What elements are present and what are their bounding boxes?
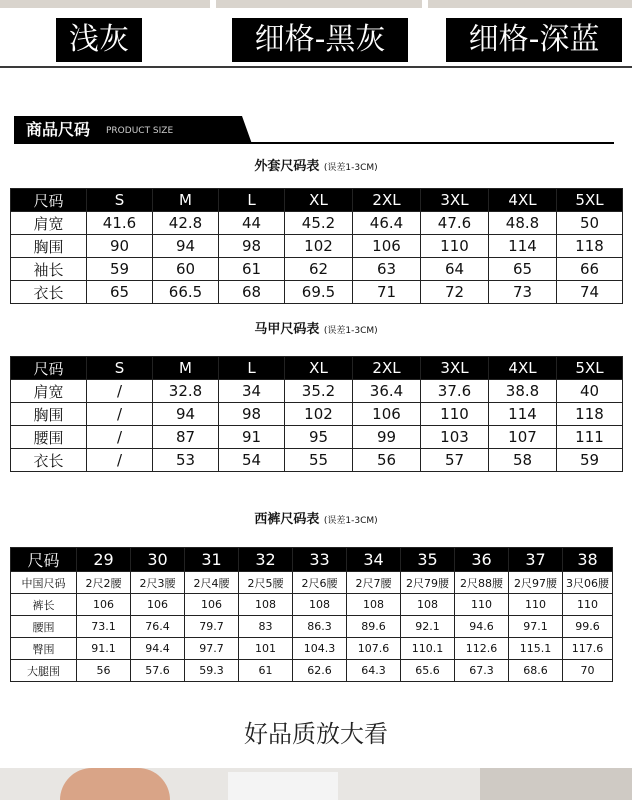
vest-cell: 118	[557, 403, 623, 426]
jacket-header-cell: L	[219, 189, 285, 212]
pants-cell: 2尺79腰	[401, 572, 455, 594]
pants-header-cell: 29	[77, 548, 131, 572]
vest-header-cell: M	[153, 357, 219, 380]
jacket-cell: 48.8	[489, 212, 557, 235]
pants-cell: 67.3	[455, 660, 509, 682]
pants-cell: 2尺2腰	[77, 572, 131, 594]
vest-row-label: 衣长	[11, 449, 87, 472]
caption: 好品质放大看	[244, 720, 388, 748]
pants-cell: 106	[131, 594, 185, 616]
jacket-cell: 41.6	[87, 212, 153, 235]
jacket-header-cell: S	[87, 189, 153, 212]
jacket-cell: 66	[557, 258, 623, 281]
table-row	[11, 638, 613, 660]
jacket-cell: 60	[153, 258, 219, 281]
vest-cell: 58	[489, 449, 557, 472]
pants-cell: 106	[185, 594, 239, 616]
jacket-header-cell: XL	[285, 189, 353, 212]
vest-cell: /	[87, 380, 153, 403]
vest-cell: 40	[557, 380, 623, 403]
pants-row-label: 腰围	[11, 616, 77, 638]
pants-header-cell: 31	[185, 548, 239, 572]
vest-cell: 91	[219, 426, 285, 449]
pants-cell: 70	[563, 660, 613, 682]
pants-cell: 3尺06腰	[563, 572, 613, 594]
photo-strip-2	[216, 0, 422, 8]
pants-header-cell: 尺码	[11, 548, 77, 572]
jacket-cell: 68	[219, 281, 285, 304]
table-row	[11, 281, 623, 304]
jacket-cell: 46.4	[353, 212, 421, 235]
jacket-cell: 66.5	[153, 281, 219, 304]
pants-row-label: 大腿围	[11, 660, 77, 682]
vest-cell: 87	[153, 426, 219, 449]
jacket-cell: 72	[421, 281, 489, 304]
jacket-header-cell: M	[153, 189, 219, 212]
jacket-header-cell: 4XL	[489, 189, 557, 212]
jacket-cell: 61	[219, 258, 285, 281]
pants-cell: 61	[239, 660, 293, 682]
pants-cell: 73.1	[77, 616, 131, 638]
pants-cell: 89.6	[347, 616, 401, 638]
vest-row-label: 腰围	[11, 426, 87, 449]
jacket-title-note: (误差1-3CM)	[323, 163, 378, 173]
jacket-title-text: 外套尺码表	[254, 159, 320, 174]
vest-size-table	[10, 356, 623, 472]
jacket-cell: 59	[87, 258, 153, 281]
jacket-header-cell: 尺码	[11, 189, 87, 212]
jacket-cell: 73	[489, 281, 557, 304]
jacket-cell: 102	[285, 235, 353, 258]
section-subtitle: PRODUCT SIZE	[106, 126, 174, 136]
pants-cell: 79.7	[185, 616, 239, 638]
vest-row-label: 肩宽	[11, 380, 87, 403]
vest-cell: 56	[353, 449, 421, 472]
jacket-cell: 47.6	[421, 212, 489, 235]
vest-header-cell: XL	[285, 357, 353, 380]
jacket-cell: 106	[353, 235, 421, 258]
vest-header-cell: 3XL	[421, 357, 489, 380]
pants-cell: 99.6	[563, 616, 613, 638]
jacket-cell: 69.5	[285, 281, 353, 304]
jacket-cell: 110	[421, 235, 489, 258]
vest-header-cell: 尺码	[11, 357, 87, 380]
pants-cell: 2尺3腰	[131, 572, 185, 594]
jacket-cell: 90	[87, 235, 153, 258]
table-row	[11, 449, 623, 472]
vest-header-cell: 2XL	[353, 357, 421, 380]
vest-cell: 111	[557, 426, 623, 449]
pants-header-cell: 35	[401, 548, 455, 572]
pants-cell: 97.1	[509, 616, 563, 638]
pants-cell: 86.3	[293, 616, 347, 638]
pants-header-cell: 36	[455, 548, 509, 572]
pants-title-text: 西裤尺码表	[254, 512, 320, 527]
pants-cell: 56	[77, 660, 131, 682]
vest-header-cell: S	[87, 357, 153, 380]
vest-header-cell: 4XL	[489, 357, 557, 380]
jacket-cell: 74	[557, 281, 623, 304]
pants-cell: 57.6	[131, 660, 185, 682]
pants-cell: 117.6	[563, 638, 613, 660]
pants-cell: 110.1	[401, 638, 455, 660]
vest-cell: 98	[219, 403, 285, 426]
jacket-cell: 118	[557, 235, 623, 258]
pants-cell: 92.1	[401, 616, 455, 638]
pants-cell: 2尺5腰	[239, 572, 293, 594]
jacket-header-cell: 5XL	[557, 189, 623, 212]
pants-header-cell: 37	[509, 548, 563, 572]
pants-cell: 112.6	[455, 638, 509, 660]
vest-cell: 57	[421, 449, 489, 472]
pants-header-cell: 38	[563, 548, 613, 572]
pants-cell: 59.3	[185, 660, 239, 682]
pants-cell: 104.3	[293, 638, 347, 660]
jacket-row-label: 胸围	[11, 235, 87, 258]
pants-title-note: (误差1-3CM)	[323, 516, 378, 526]
pants-cell: 97.7	[185, 638, 239, 660]
vest-cell: 32.8	[153, 380, 219, 403]
section-header	[14, 116, 614, 144]
jacket-cell: 94	[153, 235, 219, 258]
vest-header-cell: L	[219, 357, 285, 380]
pants-cell: 106	[77, 594, 131, 616]
photo-strip-3	[428, 0, 632, 8]
vest-cell: 37.6	[421, 380, 489, 403]
vest-header-row	[11, 357, 623, 380]
pants-header-cell: 34	[347, 548, 401, 572]
pants-row-label: 臀围	[11, 638, 77, 660]
jacket-row-label: 肩宽	[11, 212, 87, 235]
jacket-header-cell: 3XL	[421, 189, 489, 212]
table-row	[11, 616, 613, 638]
jacket-header-row	[11, 189, 623, 212]
pants-cell: 110	[509, 594, 563, 616]
pants-cell: 94.6	[455, 616, 509, 638]
pants-cell: 110	[455, 594, 509, 616]
pants-header-row	[11, 548, 613, 572]
photo-strip-1	[0, 0, 210, 8]
jacket-cell: 44	[219, 212, 285, 235]
pants-cell: 110	[563, 594, 613, 616]
photo-background	[480, 768, 632, 800]
table-row	[11, 403, 623, 426]
vest-table-title	[0, 318, 632, 337]
jacket-size-table	[10, 188, 623, 304]
vest-cell: /	[87, 426, 153, 449]
vest-cell: 95	[285, 426, 353, 449]
jacket-cell: 65	[87, 281, 153, 304]
pants-cell: 107.6	[347, 638, 401, 660]
vest-cell: 102	[285, 403, 353, 426]
vest-cell: 54	[219, 449, 285, 472]
pants-cell: 94.4	[131, 638, 185, 660]
jacket-header-cell: 2XL	[353, 189, 421, 212]
vest-header-cell: 5XL	[557, 357, 623, 380]
vest-cell: 114	[489, 403, 557, 426]
jacket-cell: 45.2	[285, 212, 353, 235]
jacket-cell: 98	[219, 235, 285, 258]
top-product-photos	[0, 0, 632, 8]
pants-cell: 64.3	[347, 660, 401, 682]
pants-row-label: 中国尺码	[11, 572, 77, 594]
divider	[0, 66, 632, 68]
pants-cell: 2尺4腰	[185, 572, 239, 594]
table-row	[11, 212, 623, 235]
jacket-cell: 71	[353, 281, 421, 304]
pants-cell: 68.6	[509, 660, 563, 682]
jacket-table-title	[0, 155, 632, 174]
pants-cell: 65.6	[401, 660, 455, 682]
table-row	[11, 572, 613, 594]
vest-cell: 106	[353, 403, 421, 426]
pants-header-cell: 33	[293, 548, 347, 572]
pants-cell: 62.6	[293, 660, 347, 682]
table-row	[11, 258, 623, 281]
vest-cell: 59	[557, 449, 623, 472]
vest-cell: 94	[153, 403, 219, 426]
pants-header-cell: 30	[131, 548, 185, 572]
pants-cell: 76.4	[131, 616, 185, 638]
pants-cell: 83	[239, 616, 293, 638]
jacket-cell: 42.8	[153, 212, 219, 235]
color-label-check-black-gray: 细格-黑灰	[232, 18, 408, 62]
pants-cell: 108	[293, 594, 347, 616]
vest-cell: 55	[285, 449, 353, 472]
table-row	[11, 380, 623, 403]
photo-collar	[228, 772, 338, 800]
section-title: 商品尺码	[26, 120, 91, 139]
bottom-product-photo	[0, 768, 632, 800]
table-row	[11, 426, 623, 449]
pants-cell: 108	[347, 594, 401, 616]
table-row	[11, 235, 623, 258]
pants-header-cell: 32	[239, 548, 293, 572]
pants-cell: 2尺7腰	[347, 572, 401, 594]
jacket-row-label: 袖长	[11, 258, 87, 281]
vest-cell: 110	[421, 403, 489, 426]
vest-cell: /	[87, 449, 153, 472]
pants-cell: 108	[401, 594, 455, 616]
vest-cell: 38.8	[489, 380, 557, 403]
jacket-cell: 62	[285, 258, 353, 281]
photo-neck	[60, 768, 170, 800]
vest-row-label: 胸围	[11, 403, 87, 426]
jacket-cell: 114	[489, 235, 557, 258]
pants-cell: 2尺6腰	[293, 572, 347, 594]
vest-cell: 107	[489, 426, 557, 449]
pants-cell: 91.1	[77, 638, 131, 660]
color-label-check-navy: 细格-深蓝	[446, 18, 622, 62]
pants-row-label: 裤长	[11, 594, 77, 616]
pants-size-table	[10, 547, 613, 682]
color-label-light-gray: 浅灰	[56, 18, 142, 62]
vest-title-note: (误差1-3CM)	[323, 326, 378, 336]
pants-cell: 2尺97腰	[509, 572, 563, 594]
pants-cell: 108	[239, 594, 293, 616]
vest-cell: 53	[153, 449, 219, 472]
jacket-cell: 65	[489, 258, 557, 281]
pants-cell: 115.1	[509, 638, 563, 660]
jacket-cell: 50	[557, 212, 623, 235]
pants-table-title	[0, 508, 632, 527]
table-row	[11, 660, 613, 682]
vest-cell: 103	[421, 426, 489, 449]
jacket-cell: 63	[353, 258, 421, 281]
jacket-row-label: 衣长	[11, 281, 87, 304]
vest-cell: 99	[353, 426, 421, 449]
vest-cell: /	[87, 403, 153, 426]
section-underline	[250, 142, 614, 144]
vest-cell: 34	[219, 380, 285, 403]
vest-title-text: 马甲尺码表	[254, 322, 320, 337]
vest-cell: 35.2	[285, 380, 353, 403]
table-row	[11, 594, 613, 616]
pants-cell: 2尺88腰	[455, 572, 509, 594]
pants-cell: 101	[239, 638, 293, 660]
vest-cell: 36.4	[353, 380, 421, 403]
jacket-cell: 64	[421, 258, 489, 281]
